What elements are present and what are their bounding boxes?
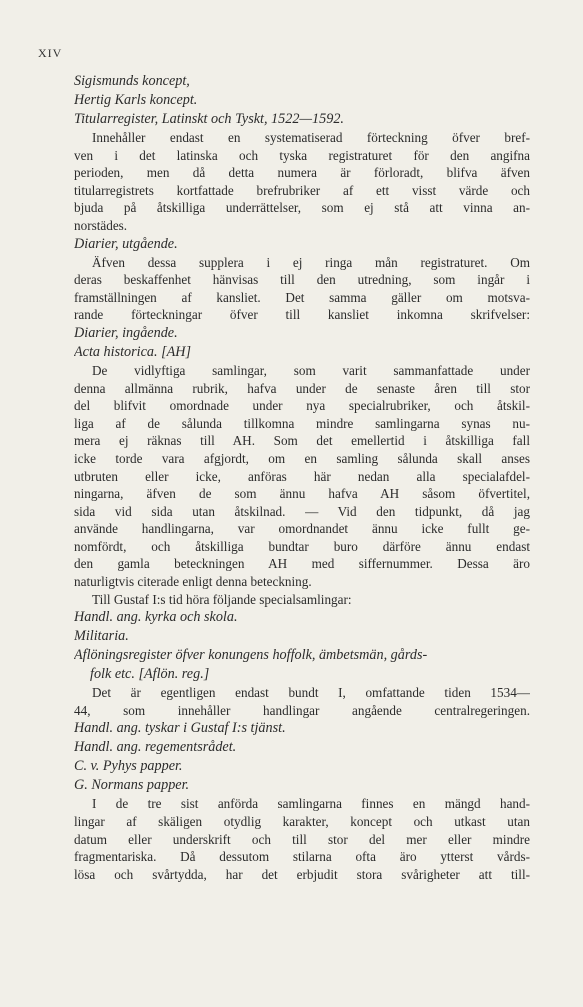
text-line: datum eller underskrift och till stor del mer eller mindre bbox=[74, 831, 530, 847]
text-line: naturligtvis citerade enligt denna beteckning. bbox=[74, 574, 312, 590]
section-heading: Handl. ang. regementsrådet. bbox=[74, 739, 237, 756]
text-line: denna allmänna rubrik, hafva under de senaste åren till stor bbox=[74, 380, 530, 396]
section-heading: Diarier, ingående. bbox=[74, 324, 178, 341]
section-heading: C. v. Pyhys papper. bbox=[74, 758, 183, 775]
text-line: del blifvit omordnade under nya specialrubriker, och åtskil- bbox=[74, 398, 530, 414]
section-heading: G. Normans papper. bbox=[74, 777, 190, 794]
text-line: icke torde vara afgjordt, om en samling sålunda skall anses bbox=[74, 450, 530, 466]
text-line: lingar af skäligen otydlig karakter, koncept och utkast utan bbox=[74, 814, 530, 830]
section-heading: Handl. ang. kyrka och skola. bbox=[74, 609, 238, 626]
text-line: använde handlingarna, var omordnandet ännu icke fullt ge- bbox=[74, 521, 530, 537]
text-line: De vidlyftiga samlingar, som varit sammanfattade under bbox=[92, 362, 530, 378]
text-line: I de tre sist anförda samlingarna finnes en mängd hand- bbox=[92, 796, 530, 812]
section-heading: folk etc. [Aflön. reg.] bbox=[90, 666, 210, 683]
text-line: titularregistrets kortfattade brefrubriker af ett visst värde och bbox=[74, 182, 530, 198]
text-line: perioden, men då detta numera är förloradt, blifva äfven bbox=[74, 165, 530, 181]
text-line: ven i det latinska och tyska registraturet för den angifna bbox=[74, 147, 530, 163]
text-line: nomfördt, och åtskilliga bundtar buro därföre ännu endast bbox=[74, 538, 530, 554]
text-line: mera ej räknas till AH. Som det emellertid i åtskilliga fall bbox=[74, 433, 530, 449]
text-line: norstädes. bbox=[74, 217, 128, 233]
section-heading: Handl. ang. tyskar i Gustaf I:s tjänst. bbox=[74, 720, 286, 737]
text-line: bjuda på åtskilliga underrättelser, som ej stå att vinna an- bbox=[74, 200, 530, 216]
text-line: ningarna, äfven de som ännu hafva AH såsom öfvertitel, bbox=[74, 486, 530, 502]
text-line: sida vid sida utan åtskilnad. — Vid den tidpunkt, då jag bbox=[74, 503, 530, 519]
text-line: deras beskaffenhet hänvisas till den utredning, som ingår i bbox=[74, 272, 530, 288]
section-heading: Hertig Karls koncept. bbox=[74, 92, 198, 108]
text-line: Till Gustaf I:s tid höra följande specialsamlingar: bbox=[92, 591, 352, 607]
text-line: rande förteckningar öfver till kansliet inkomna skrifvelser: bbox=[74, 307, 530, 323]
page-text bbox=[74, 72, 530, 883]
page-number: XIV bbox=[38, 46, 63, 60]
text-line: den gamla beteckningen AH med siffernummer. Dessa äro bbox=[74, 556, 530, 572]
text-line: 44, som innehåller handlingar angående centralregeringen. bbox=[74, 702, 530, 718]
section-heading: Aflöningsregister öfver konungens hoffolk, ämbetsmän, gårds- bbox=[74, 647, 428, 664]
text-line: Äfven dessa supplera i ej ringa mån registraturet. Om bbox=[92, 254, 530, 270]
section-heading: Acta historica. [AH] bbox=[74, 343, 192, 360]
text-line: lösa och svårtydda, har det erbjudit stora svårigheter att till- bbox=[74, 866, 530, 882]
text-line: Det är egentligen endast bundt I, omfattande tiden 1534— bbox=[92, 685, 530, 701]
section-heading: Militaria. bbox=[74, 628, 129, 645]
text-line: framställningen af kansliet. Det samma gäller om motsva- bbox=[74, 289, 530, 305]
section-heading: Titularregister, Latinskt och Tyskt, 1522—1592. bbox=[74, 111, 344, 127]
section-heading: Sigismunds koncept, bbox=[74, 73, 190, 89]
section-heading: Diarier, utgående. bbox=[74, 235, 178, 252]
text-line: fragmentariska. Då dessutom stilarna ofta äro ytterst vårds- bbox=[74, 849, 530, 865]
text-line: utbruten eller icke, anföras här nedan alla specialafdel- bbox=[74, 468, 530, 484]
text-line: Innehåller endast en systematiserad förteckning öfver bref- bbox=[92, 130, 530, 145]
text-line: liga af de sålunda tillkomna mindre samlingarna synas nu- bbox=[74, 415, 530, 431]
